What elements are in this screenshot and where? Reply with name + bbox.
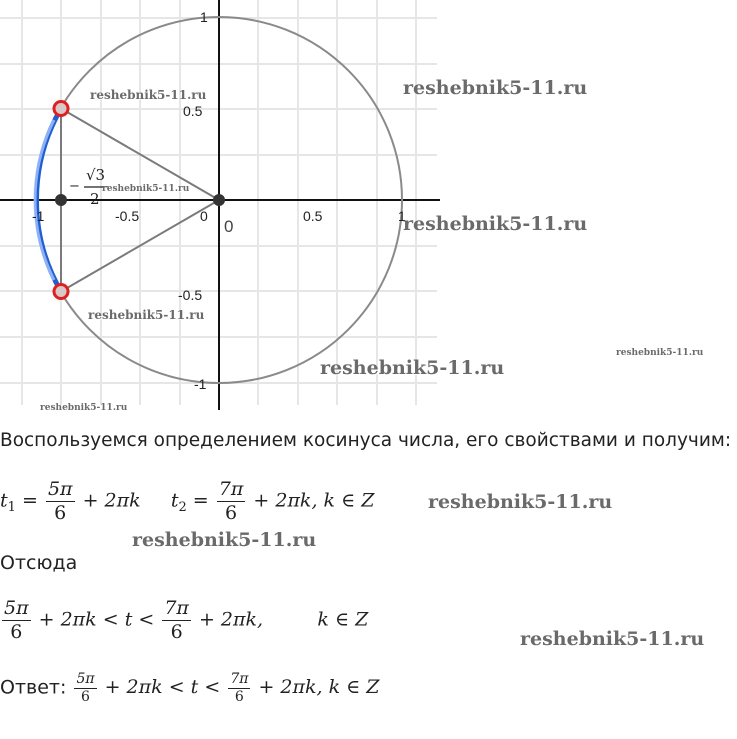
point-upper [54, 102, 68, 116]
fraction-7pi-6 [217, 478, 246, 525]
t2-var: t [170, 489, 179, 512]
denominator: 6 [81, 688, 90, 705]
unit-circle-graph [0, 0, 440, 410]
y-tick-1: 1 [200, 9, 208, 25]
origin-label: 0 [224, 217, 234, 236]
denominator: 6 [10, 620, 23, 643]
watermark: reshebnik5-11.ru [520, 628, 705, 650]
sqrt3-denominator: 2 [90, 190, 100, 208]
intro-text: Воспользуемся определением косинуса числа, его свойствами и получим: [0, 430, 732, 451]
y-tick-05: 0.5 [183, 103, 203, 119]
period-term: + 2πk [104, 676, 163, 699]
less-than-t: < t < [168, 676, 221, 699]
watermark: reshebnik5-11.ru [102, 184, 190, 194]
otsyuda-text: Отсюда [0, 552, 78, 574]
x-tick-1: 1 [398, 208, 406, 224]
t2-sub: 2 [178, 500, 187, 516]
fraction-7pi-6 [162, 597, 191, 644]
answer-label: Ответ: [0, 676, 67, 699]
fraction-5pi-6 [74, 671, 96, 706]
denominator: 6 [234, 688, 244, 705]
period-term: + 2πk, [198, 608, 264, 631]
watermark: reshebnik5-11.ru [616, 348, 704, 358]
y-tick-neg1: -1 [194, 376, 207, 392]
watermark: reshebnik5-11.ru [320, 357, 505, 379]
period-term: + 2πk, [253, 489, 318, 512]
watermark: reshebnik5-11.ru [403, 77, 588, 99]
denominator: 6 [54, 501, 67, 524]
watermark: reshebnik5-11.ru [428, 491, 613, 513]
fraction-7pi-6 [228, 671, 250, 706]
y-tick-neg05: -0.5 [178, 287, 203, 303]
x-tick-neg1: -1 [32, 208, 45, 224]
point-origin [213, 194, 225, 206]
watermark: reshebnik5-11.ru [40, 403, 128, 413]
numerator: 5π [47, 478, 73, 500]
less-than-t: < t < [102, 608, 155, 631]
point-cos-projection [55, 194, 67, 206]
period-term: + 2πk [82, 489, 141, 512]
numerator: 7π [218, 478, 244, 500]
period-term: + 2πk [38, 608, 97, 631]
equals-sign: = [21, 489, 38, 512]
fraction-5pi-6 [46, 478, 75, 525]
numerator: 5π [76, 671, 95, 687]
fraction-5pi-6 [2, 597, 31, 644]
watermark: reshebnik5-11.ru [90, 88, 207, 102]
numerator: 7π [164, 597, 189, 619]
denominator: 6 [225, 501, 238, 524]
watermark: reshebnik5-11.ru [132, 529, 317, 551]
numerator: 5π [4, 597, 29, 619]
k-in-z: k ∈ Z [323, 489, 375, 512]
minus-sign: − [69, 179, 80, 194]
sqrt3-numerator: √3 [86, 166, 106, 184]
x-tick-05: 0.5 [303, 208, 323, 224]
t1-var: t [0, 489, 8, 512]
inequality [0, 597, 368, 644]
numerator: 7π [230, 671, 249, 687]
denominator: 6 [170, 620, 183, 643]
x-tick-0: 0 [200, 208, 208, 224]
k-in-z: k ∈ Z [317, 608, 369, 631]
point-lower [54, 285, 68, 299]
watermark: reshebnik5-11.ru [403, 213, 588, 235]
roots-formula [0, 478, 374, 525]
answer [0, 671, 379, 706]
watermark: reshebnik5-11.ru [88, 308, 205, 322]
t1-sub: 1 [7, 500, 16, 516]
answer-tail: + 2πk, k ∈ Z [258, 676, 380, 699]
equals-sign: = [192, 489, 209, 512]
x-tick-neg05: -0.5 [115, 208, 140, 224]
answer-formula [72, 671, 380, 705]
